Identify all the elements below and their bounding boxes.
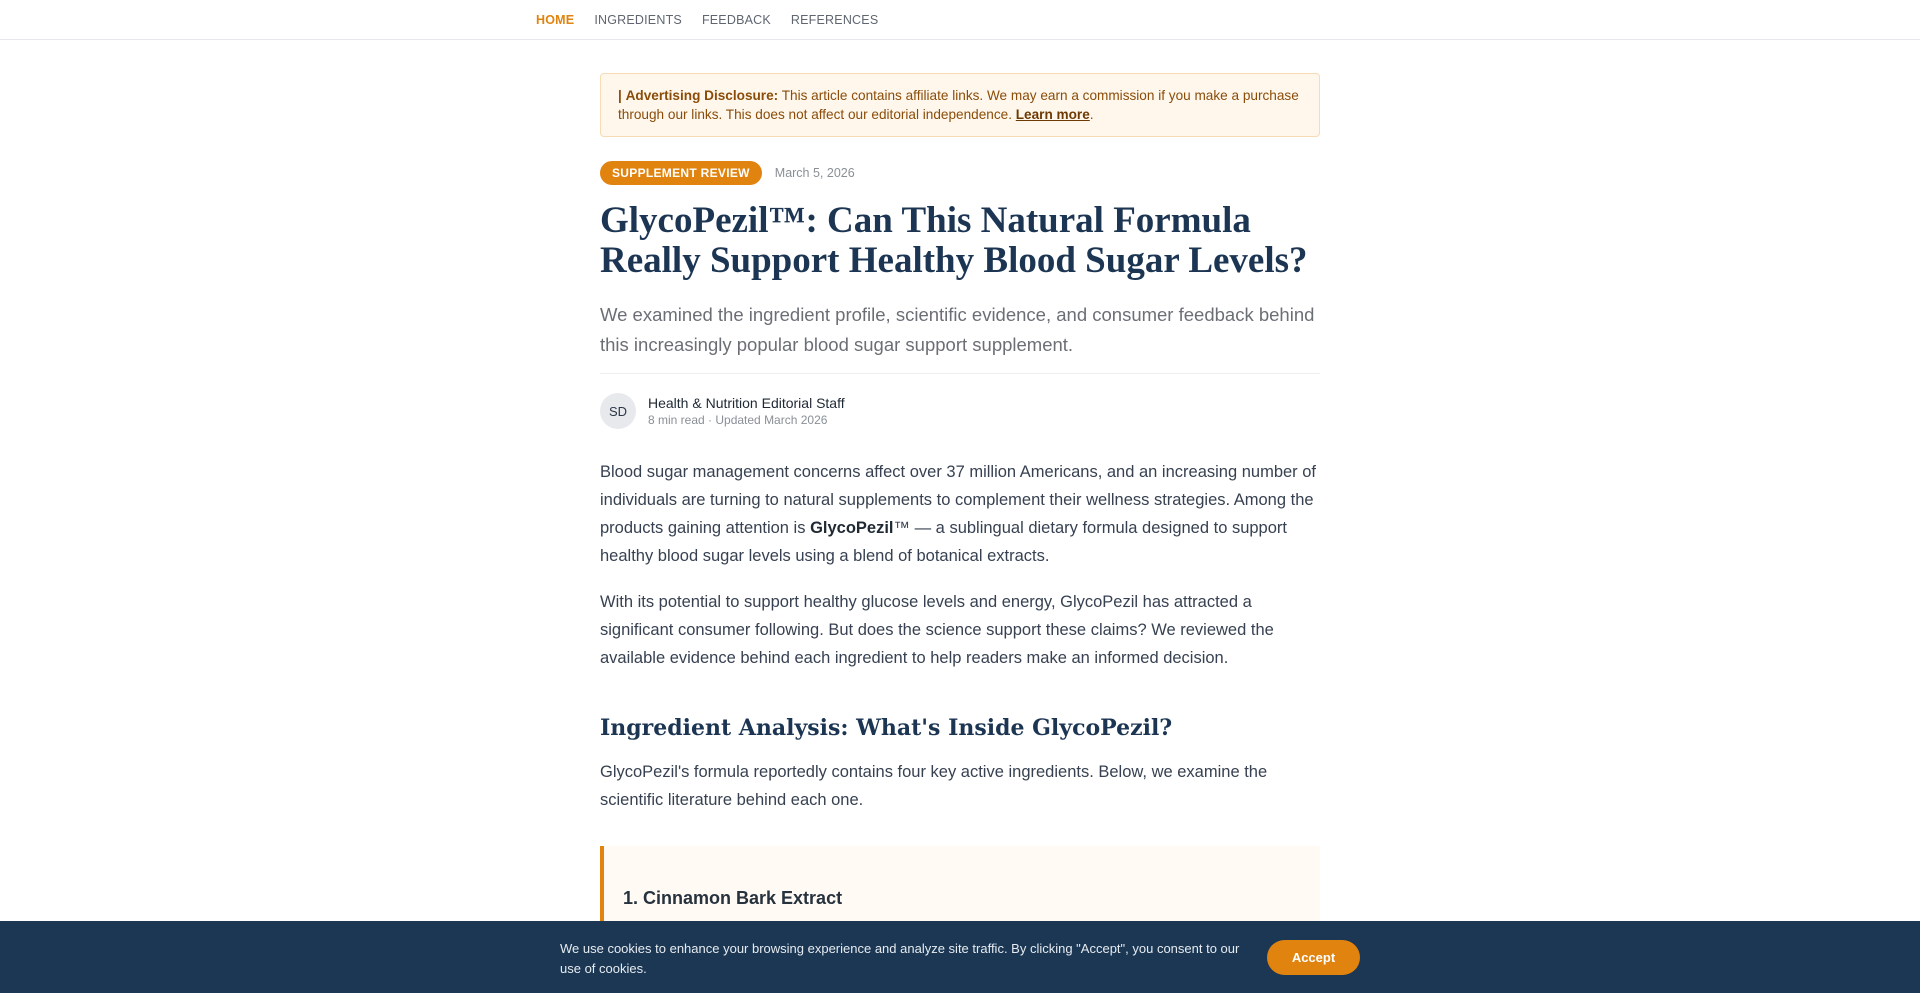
publish-date: March 5, 2026 <box>774 166 855 180</box>
author-avatar: SD <box>600 393 636 429</box>
intro-paragraph <box>600 458 1320 570</box>
top-navigation <box>0 0 1920 40</box>
nav-link-home[interactable]: HOME <box>536 13 575 27</box>
article <box>600 73 1320 966</box>
intro-text-start: Blood sugar management concerns affect over 37 million Americans, and an increasing number of individuals are turning to natural supplements to complement their wellness strategies. Among the products gaining attention is <box>600 463 1317 537</box>
article-meta <box>600 161 1320 185</box>
section-intro-paragraph: GlycoPezil's formula reportedly contains four key active ingredients. Below, we examine the scientific literature behind each one. <box>600 763 1268 809</box>
nav-links <box>536 0 878 40</box>
intro-text-end: — a sublingual dietary formula designed to support healthy blood sugar levels using a blend of botanical extracts. <box>600 519 1287 565</box>
article-subtitle: We examined the ingredient profile, scientific evidence, and consumer feedback behind this increasingly popular blood sugar support supplement. <box>600 304 1315 355</box>
author-name: Health & Nutrition Editorial Staff <box>648 395 845 411</box>
cookie-text: We use cookies to enhance your browsing experience and analyze site traffic. By clicking "Accept", you consent to our use of cookies. <box>560 941 1240 976</box>
advertising-disclosure <box>600 73 1320 137</box>
author-info <box>648 395 845 427</box>
section-heading: Ingredient Analysis: What's Inside GlycoPezil? <box>600 715 1173 741</box>
article-title: GlycoPezil™: Can This Natural Formula Really Support Healthy Blood Sugar Levels? <box>600 200 1308 281</box>
nav-link-ingredients[interactable]: INGREDIENTS <box>594 13 682 27</box>
disclosure-heading: Advertising Disclosure: <box>625 88 779 103</box>
author-meta: 8 min read · Updated March 2026 <box>648 413 828 427</box>
nav-link-references[interactable]: REFERENCES <box>790 13 879 27</box>
divider <box>600 373 1320 374</box>
trademark-symbol: ™ <box>893 519 911 537</box>
learn-more-link[interactable]: Learn more <box>1015 107 1090 122</box>
accept-cookies-button[interactable]: Accept <box>1267 940 1360 975</box>
ingredient-title: 1. Cinnamon Bark Extract <box>623 888 843 908</box>
second-paragraph: With its potential to support healthy glucose levels and energy, GlycoPezil has attracted a significant consumer following. But does the science support these claims? We reviewed the available evidence behind each ingredient to help readers make an informed decision. <box>600 593 1274 667</box>
product-name: GlycoPezil <box>810 519 894 537</box>
nav-link-feedback[interactable]: FEEDBACK <box>701 13 771 27</box>
cookie-banner <box>0 921 1920 993</box>
author-byline <box>600 393 1320 429</box>
disclosure-text: This article contains affiliate links. We may earn a commission if you make a purchase through our links. This does not affect our editorial independence. <box>618 88 1299 122</box>
disclosure-marker: | <box>618 88 622 103</box>
category-badge: SUPPLEMENT REVIEW <box>600 161 762 185</box>
disclosure-trail: . <box>1089 107 1094 122</box>
